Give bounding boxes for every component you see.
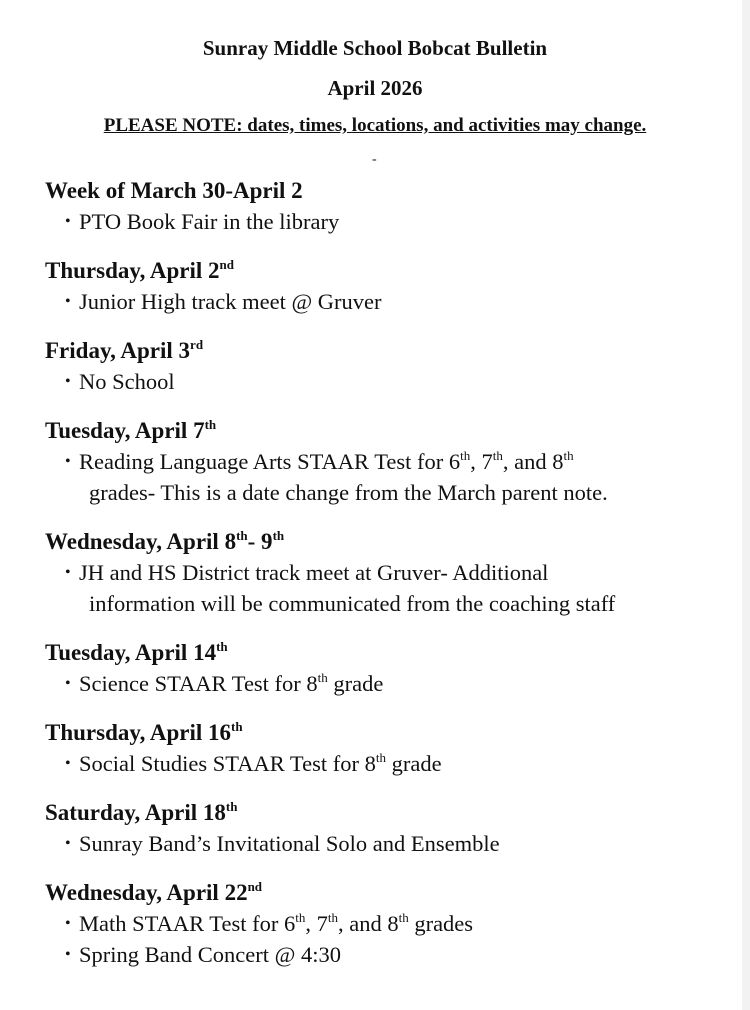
text-segment: Tuesday, April 7 <box>45 418 205 443</box>
ordinal-suffix: th <box>492 448 503 463</box>
event-section <box>45 878 745 970</box>
ordinal-suffix: th <box>398 910 409 925</box>
event-section <box>45 176 745 237</box>
event-date-heading <box>45 336 745 366</box>
bulletin-title: Sunray Middle School Bobcat Bulletin <box>202 36 548 60</box>
event-section <box>45 638 745 699</box>
event-section <box>45 256 745 317</box>
bullet-icon: • <box>65 564 71 581</box>
event-item <box>45 828 745 859</box>
event-item <box>45 748 745 779</box>
event-section <box>45 798 745 859</box>
event-section <box>45 718 745 779</box>
text-segment: Thursday, April 16 <box>45 720 231 745</box>
text-segment: grades <box>408 911 474 936</box>
event-item-line <box>45 908 745 939</box>
event-date-heading <box>45 878 745 908</box>
text-segment: , 7 <box>470 449 493 474</box>
text-segment: Thursday, April 2 <box>45 258 220 283</box>
event-item-line <box>45 828 745 859</box>
text-segment: grade <box>385 751 442 776</box>
ordinal-suffix: nd <box>219 257 234 272</box>
event-item <box>45 286 745 317</box>
bullet-icon: • <box>65 293 71 310</box>
text-segment: Saturday, April 18 <box>45 800 226 825</box>
event-item <box>45 557 745 619</box>
ordinal-suffix: th <box>375 750 386 765</box>
ordinal-suffix: th <box>216 639 228 654</box>
event-date-heading <box>45 638 745 668</box>
event-item <box>45 366 745 397</box>
text-segment: Science STAAR Test for 8 <box>79 671 318 696</box>
bullet-icon: • <box>65 675 71 692</box>
bullet-icon: • <box>65 946 71 963</box>
text-segment: Tuesday, April 14 <box>45 640 217 665</box>
text-segment: No School <box>79 369 175 394</box>
text-segment: Math STAAR Test for 6 <box>79 911 296 936</box>
bullet-icon: • <box>65 373 71 390</box>
ordinal-suffix: th <box>236 528 248 543</box>
event-date-heading <box>45 176 745 206</box>
change-notice: PLEASE NOTE: dates, times, locations, and activities may change. <box>103 115 647 136</box>
ordinal-suffix: nd <box>247 879 263 894</box>
event-section <box>45 416 745 508</box>
text-segment: , and 8 <box>502 449 564 474</box>
text-segment: Wednesday, April 8 <box>45 529 237 554</box>
event-date-heading <box>45 798 745 828</box>
text-segment: grade <box>327 671 384 696</box>
event-item-line <box>45 366 745 397</box>
event-item <box>45 446 745 508</box>
text-segment: Spring Band Concert @ 4:30 <box>79 942 341 967</box>
bullet-icon: • <box>65 755 71 772</box>
text-segment: Wednesday, April 22 <box>45 880 248 905</box>
text-segment: information will be communicated from the coaching staff <box>89 591 616 616</box>
event-item-line <box>45 286 745 317</box>
bullet-icon: • <box>65 213 71 230</box>
ordinal-suffix: th <box>272 528 285 543</box>
text-segment: grades- This is a date change from the March parent note. <box>89 480 608 505</box>
text-segment: , 7 <box>305 911 328 936</box>
event-item-line <box>45 206 745 237</box>
bullet-icon: • <box>65 915 71 932</box>
event-item-line <box>45 588 745 619</box>
text-segment: PTO Book Fair in the library <box>79 209 340 234</box>
text-segment: JH and HS District track meet at Gruver- Additional <box>79 560 549 585</box>
ordinal-suffix: th <box>295 910 306 925</box>
event-date-heading <box>45 416 745 446</box>
text-segment: Junior High track meet @ Gruver <box>79 289 382 314</box>
event-item <box>45 939 745 970</box>
event-item <box>45 908 745 939</box>
text-segment: Social Studies STAAR Test for 8 <box>79 751 376 776</box>
text-segment: Week of March 30-April 2 <box>45 178 303 203</box>
event-date-heading <box>45 256 745 286</box>
ordinal-suffix: th <box>230 719 243 734</box>
event-item <box>45 206 745 237</box>
event-item-line <box>45 557 745 588</box>
event-item <box>45 668 745 699</box>
event-list <box>45 176 745 989</box>
text-segment: Friday, April 3 <box>45 338 191 363</box>
event-item-line <box>45 748 745 779</box>
text-segment: - 9 <box>247 529 273 554</box>
text-segment: Sunray Band’s Invitational Solo and Ensemble <box>79 831 500 856</box>
bulletin-month: April 2026 <box>327 76 423 100</box>
event-item-line <box>45 939 745 970</box>
event-item-line <box>45 446 745 477</box>
event-date-heading <box>45 527 745 557</box>
ordinal-suffix: th <box>204 417 217 432</box>
ordinal-suffix: th <box>327 910 338 925</box>
event-section <box>45 336 745 397</box>
bullet-icon: • <box>65 835 71 852</box>
event-date-heading <box>45 718 745 748</box>
text-segment: , and 8 <box>337 911 399 936</box>
text-segment: Reading Language Arts STAAR Test for 6 <box>79 449 461 474</box>
separator: - <box>372 152 377 167</box>
event-section <box>45 527 745 619</box>
ordinal-suffix: th <box>317 670 328 685</box>
event-item-line <box>45 477 745 508</box>
ordinal-suffix: th <box>225 799 238 814</box>
event-item-line <box>45 668 745 699</box>
ordinal-suffix: th <box>563 448 574 463</box>
ordinal-suffix: th <box>460 448 471 463</box>
ordinal-suffix: rd <box>190 337 204 352</box>
bullet-icon: • <box>65 453 71 470</box>
